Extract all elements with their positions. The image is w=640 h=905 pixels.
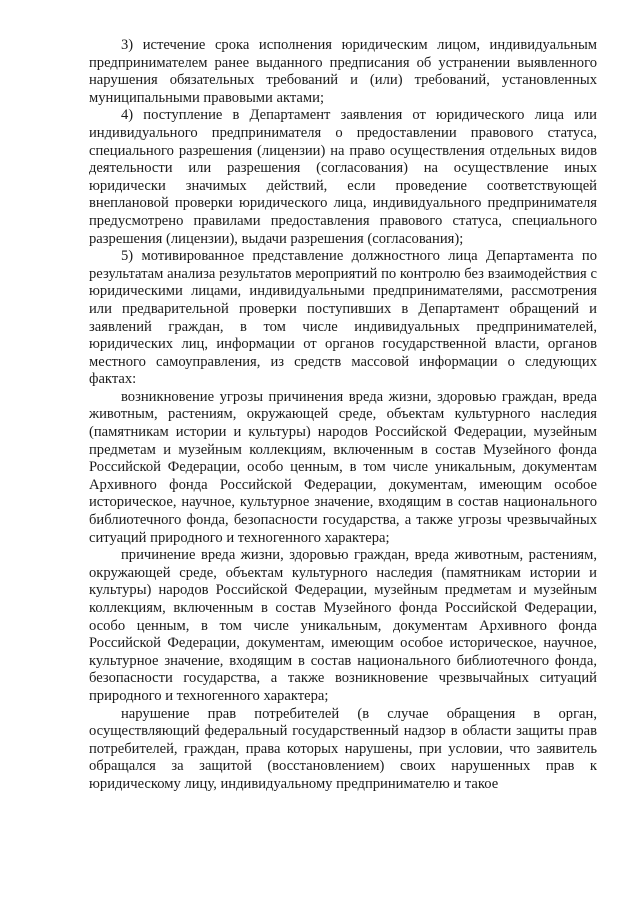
- paragraph-item-5: 5) мотивированное представление должностного лица Департамента по результатам анализа результатов мероприятий по контролю без взаимодействия с юридическими лицами, индивидуальными предпринимателями, рассмотрения или предварительной проверки поступивших в Департамент обращений и заявлений граждан, в том числе индивидуальных предпринимателей, юридических лиц, информации от органов государственной власти, органов местного самоуправления, из средств массовой информации о следующих фактах:: [89, 248, 597, 388]
- paragraph-item-4: 4) поступление в Департамент заявления от юридического лица или индивидуального предпринимателя о предоставлении правового статуса, специального разрешения (лицензии) на право осуществления отдельных видов деятельности или разрешения (согласования) на осуществление иных юридически значимых действий, если проведение соответствующей внеплановой проверки юридического лица, индивидуального предпринимателя предусмотрено правилами предоставления правового статуса, специального разрешения (лицензии), выдачи разрешения (согласования);: [89, 107, 597, 247]
- paragraph-consumer-rights: нарушение прав потребителей (в случае обращения в орган, осуществляющий федеральный государственный надзор в области защиты прав потребителей, граждан, права которых нарушены, при условии, что заявитель обращался за защитой (восстановлением) своих нарушенных прав к юридическому лицу, индивидуальному предпринимателю и такое: [89, 705, 597, 792]
- paragraph-threat-of-harm: возникновение угрозы причинения вреда жизни, здоровью граждан, вреда животным, растениям, окружающей среде, объектам культурного наследия (памятникам истории и культуры) народов Российской Федерации, музейным предметам и музейным коллекциям, включенным в состав Музейного фонда Российской Федерации, особо ценным, в том числе уникальным, документам Архивного фонда Российской Федерации, документам, имеющим особое историческое, научное, культурное значение, входящим в состав национального библиотечного фонда, безопасности государства, а также угрозы чрезвычайных ситуаций природного и техногенного характера;: [89, 388, 597, 546]
- paragraph-harm-caused: причинение вреда жизни, здоровью граждан, вреда животным, растениям, окружающей среде, объектам культурного наследия (памятникам истории и культуры) народов Российской Федерации, музейным предметам и музейным коллекциям, включенным в состав Музейного фонда Российской Федерации, особо ценным, в том числе уникальным, документам Архивного фонда Российской Федерации, документам, имеющим особое историческое, научное, культурное значение, входящим в состав национального библиотечного фонда, безопасности государства, а также возникновение чрезвычайных ситуаций природного и техногенного характера;: [89, 547, 597, 704]
- paragraph-item-3: 3) истечение срока исполнения юридическим лицом, индивидуальным предпринимателем ранее выданного предписания об устранении выявленного нарушения обязательных требований и (или) требований, установленных муниципальными правовыми актами;: [89, 37, 597, 106]
- document-body: [89, 37, 597, 794]
